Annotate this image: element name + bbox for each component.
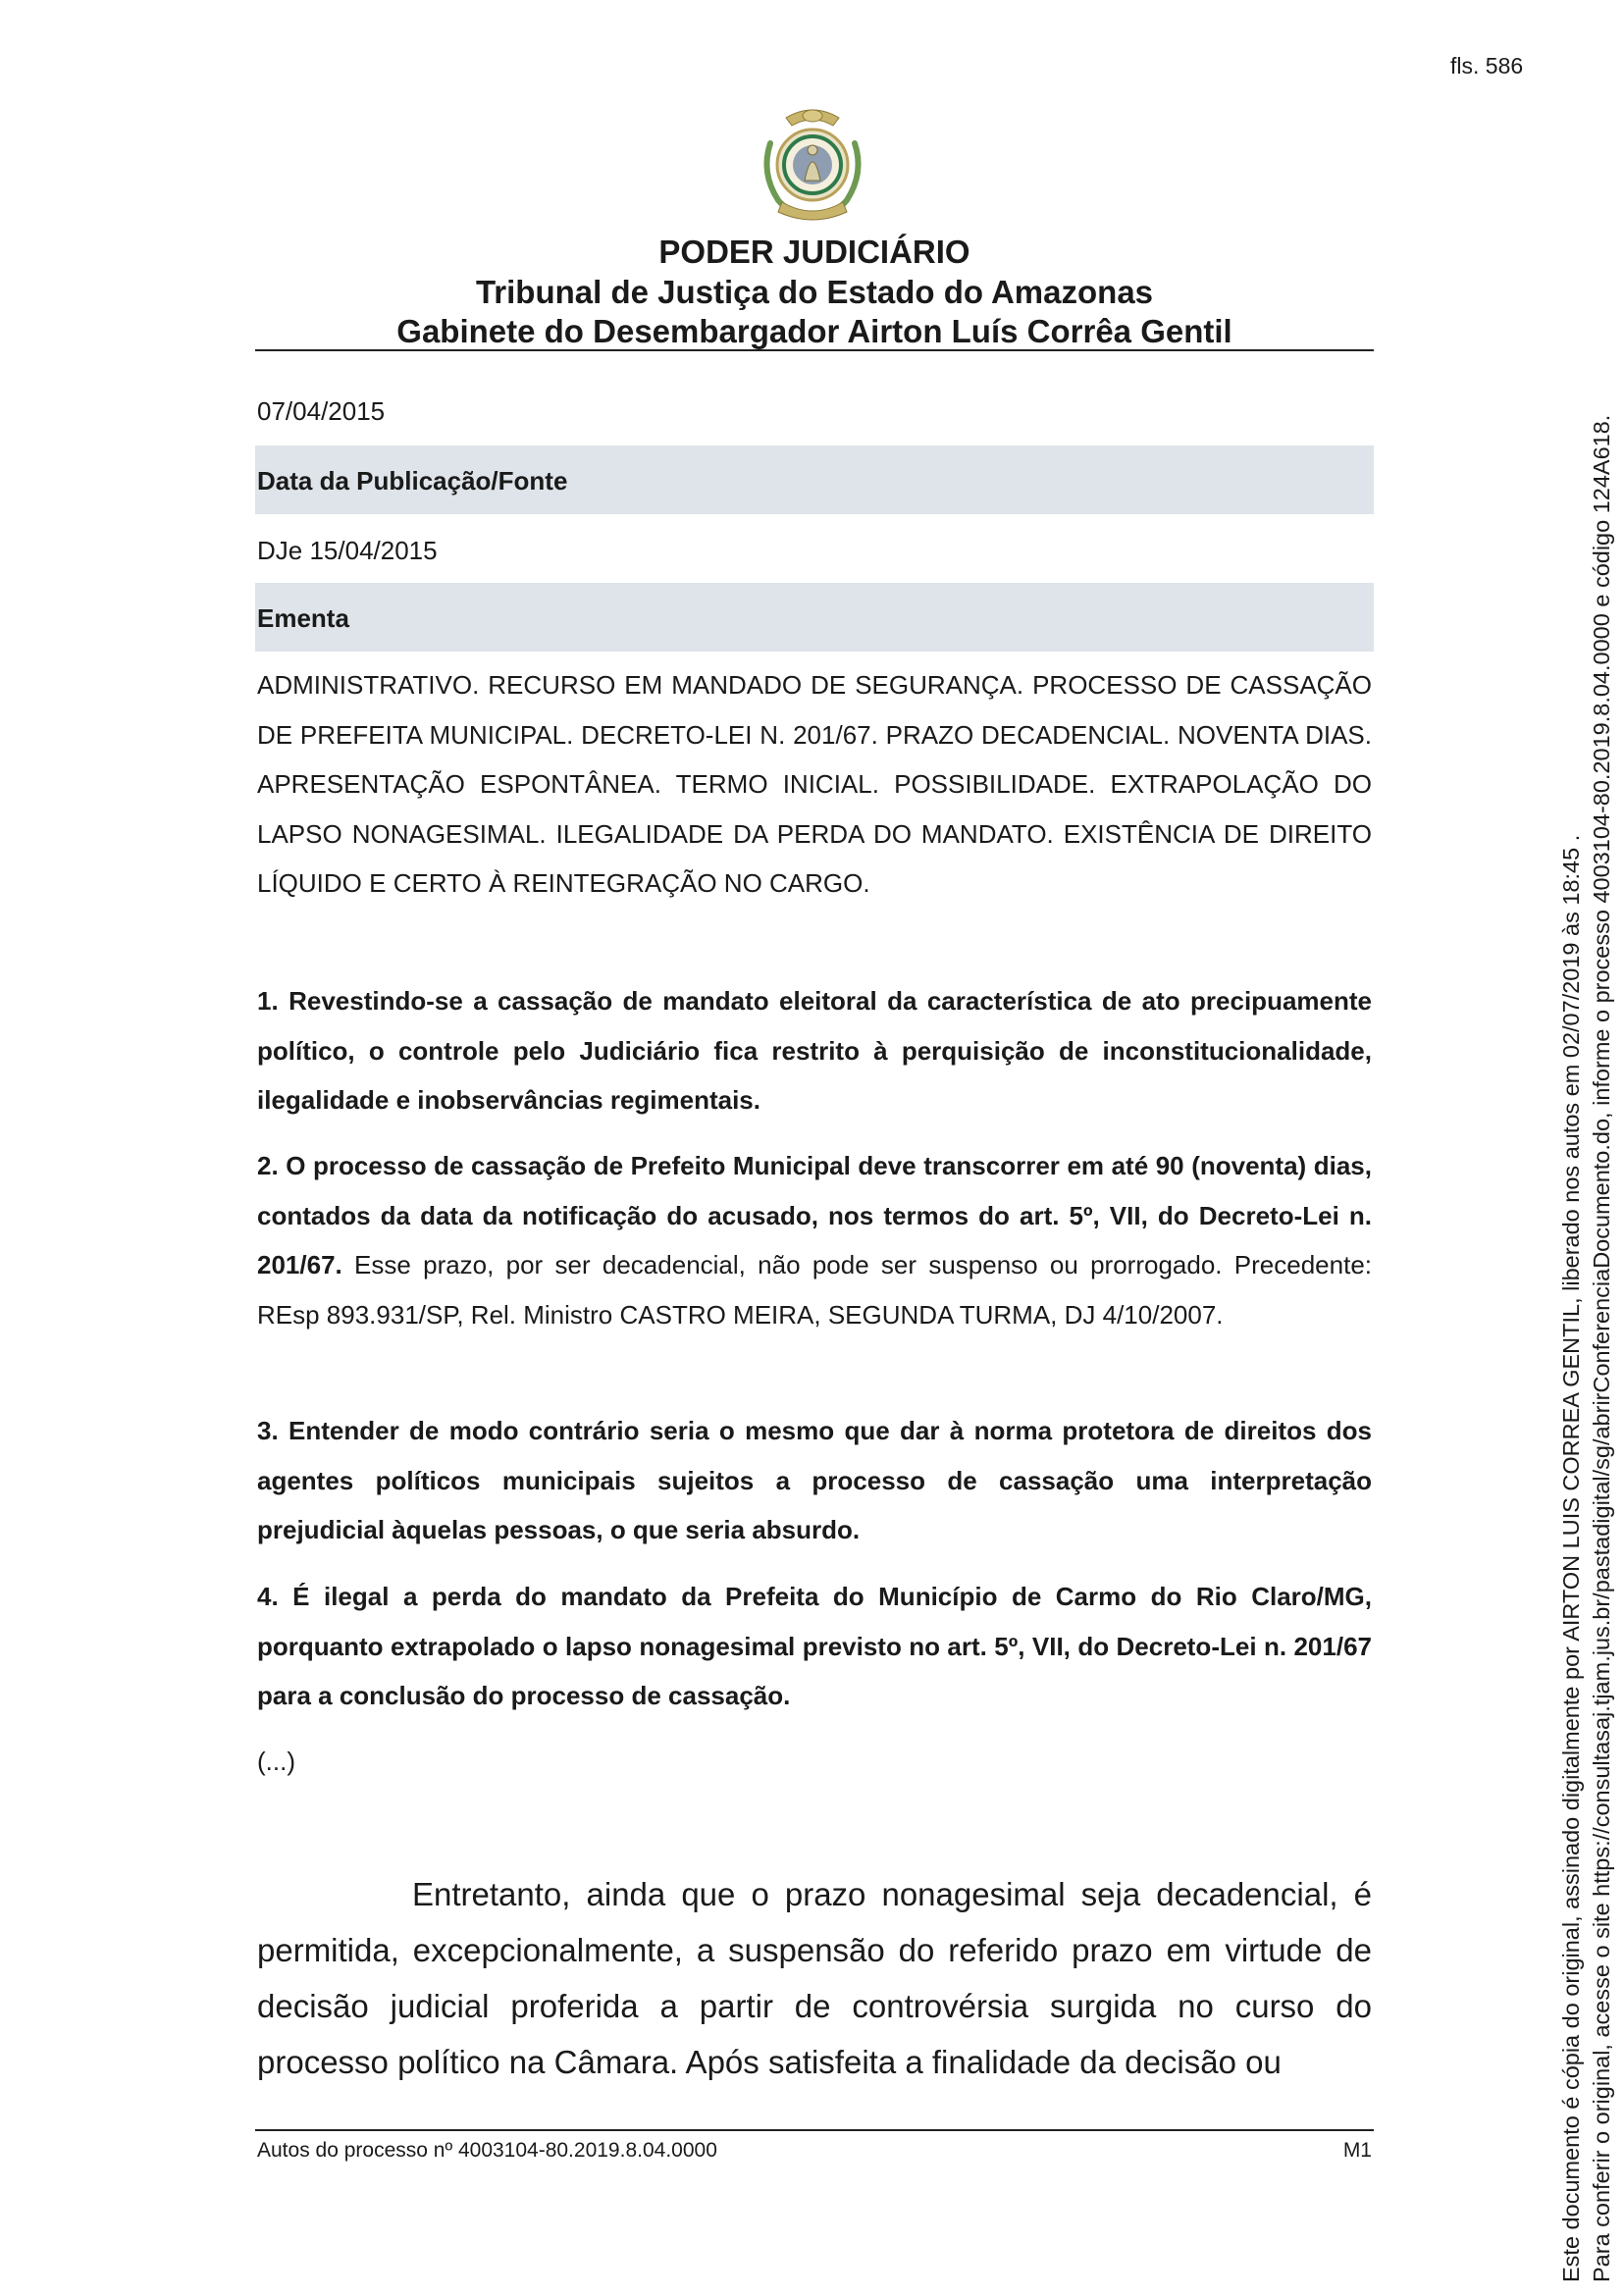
ementa-summary: ADMINISTRATIVO. RECURSO EM MANDADO DE SEGURANÇA. PROCESSO DE CASSAÇÃO DE PREFEITA MUNICIPAL. DECRETO-LEI N. 201/67. PRAZO DECADENCIAL. NOVENTA DIAS. APRESENTAÇÃO ESPONTÂNEA. TERMO INICIAL. POSSIBILIDADE. EXTRAPOLAÇÃO DO LAPSO NONAGESIMAL. ILEGALIDADE DA PERDA DO MANDATO. EXISTÊNCIA DE DIREITO LÍQUIDO E CERTO À REINTEGRAÇÃO NO CARGO. <box>257 670 1372 898</box>
ellipsis-text: (...) <box>257 1747 295 1776</box>
footer-divider <box>255 2129 1374 2131</box>
page-number: fls. 586 <box>1450 53 1524 78</box>
signature-note-line-2: Para conferir o original, acesse o site https://consultasaj.tjam.jus.br/pastadigital/sg/abrirConferenciaDocumento.do, informe o processo 4003104-80.2019.8.04.0000 e código 124A618. <box>1589 414 1614 2282</box>
ementa-item-4: 4. É ilegal a perda do mandato da Prefeita do Município de Carmo do Rio Claro/MG, porquanto extrapolado o lapso nonagesimal previsto no art. 5º, VII, do Decreto-Lei n. 201/67 para a conclusão do processo de cassação. <box>257 1582 1372 1710</box>
footer-code: M1 <box>1342 2139 1372 2162</box>
signature-note-line-1: Este documento é cópia do original, assinado digitalmente por AIRTON LUIS CORREA GENTIL, liberado nos autos em 02/07/2019 às 18:45 . <box>1558 834 1584 2282</box>
ementa-item-2-bold: 2. O processo de cassação de Prefeito Municipal deve transcorrer em até 90 (noventa) dias, contados da data da notificação do acusado, nos termos do art. 5º, VII, do Decreto-Lei n. 201/67. <box>257 1151 1372 1279</box>
publication-label-bar <box>255 445 1374 514</box>
ementa-label: Ementa <box>257 603 349 633</box>
publication-label: Data da Publicação/Fonte <box>257 466 568 496</box>
header-line-poder-judiciario: PODER JUDICIÁRIO <box>658 234 970 270</box>
ementa-item-1: 1. Revestindo-se a cassação de mandato eleitoral da característica de ato precipuamente político, o controle pelo Judiciário fica restrito à perquisição de inconstitucionalidade, ilegalidade e inobservâncias regimentais. <box>257 986 1372 1115</box>
ementa-item-2-regular: Esse prazo, por ser decadencial, não pode ser suspenso ou prorrogado. Precedente: REsp 893.931/SP, Rel. Ministro CASTRO MEIRA, SEGUNDA TURMA, DJ 4/10/2007. <box>257 1250 1372 1330</box>
document-header <box>255 232 1374 351</box>
ementa-label-bar <box>255 583 1374 652</box>
digital-signature-note <box>1556 271 1617 2282</box>
page-footer <box>257 2139 1372 2163</box>
header-line-gabinete: Gabinete do Desembargador Airton Luís Corrêa Gentil <box>396 313 1232 349</box>
ementa-item-2 <box>257 1141 1372 1339</box>
header-line-tribunal: Tribunal de Justiça do Estado do Amazonas <box>475 274 1154 310</box>
publication-value: DJe 15/04/2015 <box>257 536 438 565</box>
body-paragraph <box>257 1866 1372 2090</box>
header-divider <box>255 349 1374 351</box>
body-paragraph-text: Entretanto, ainda que o prazo nonagesimal seja decadencial, é permitida, excepcionalmente, a suspensão do referido prazo em virtude de decisão judicial proferida a partir de controvérsia surgida no curso do processo político na Câmara. Após satisfeita a finalidade da decisão ou <box>257 1876 1372 2080</box>
ementa-item-3: 3. Entender de modo contrário seria o mesmo que dar à norma protetora de direitos dos agentes políticos municipais sujeitos a processo de cassação uma interpretação prejudicial àquelas pessoas, o que seria absurdo. <box>257 1416 1372 1544</box>
footer-process-number: Autos do processo nº 4003104-80.2019.8.04.0000 <box>257 2139 717 2162</box>
document-date: 07/04/2015 <box>257 396 386 426</box>
court-seal-emblem <box>757 104 868 226</box>
